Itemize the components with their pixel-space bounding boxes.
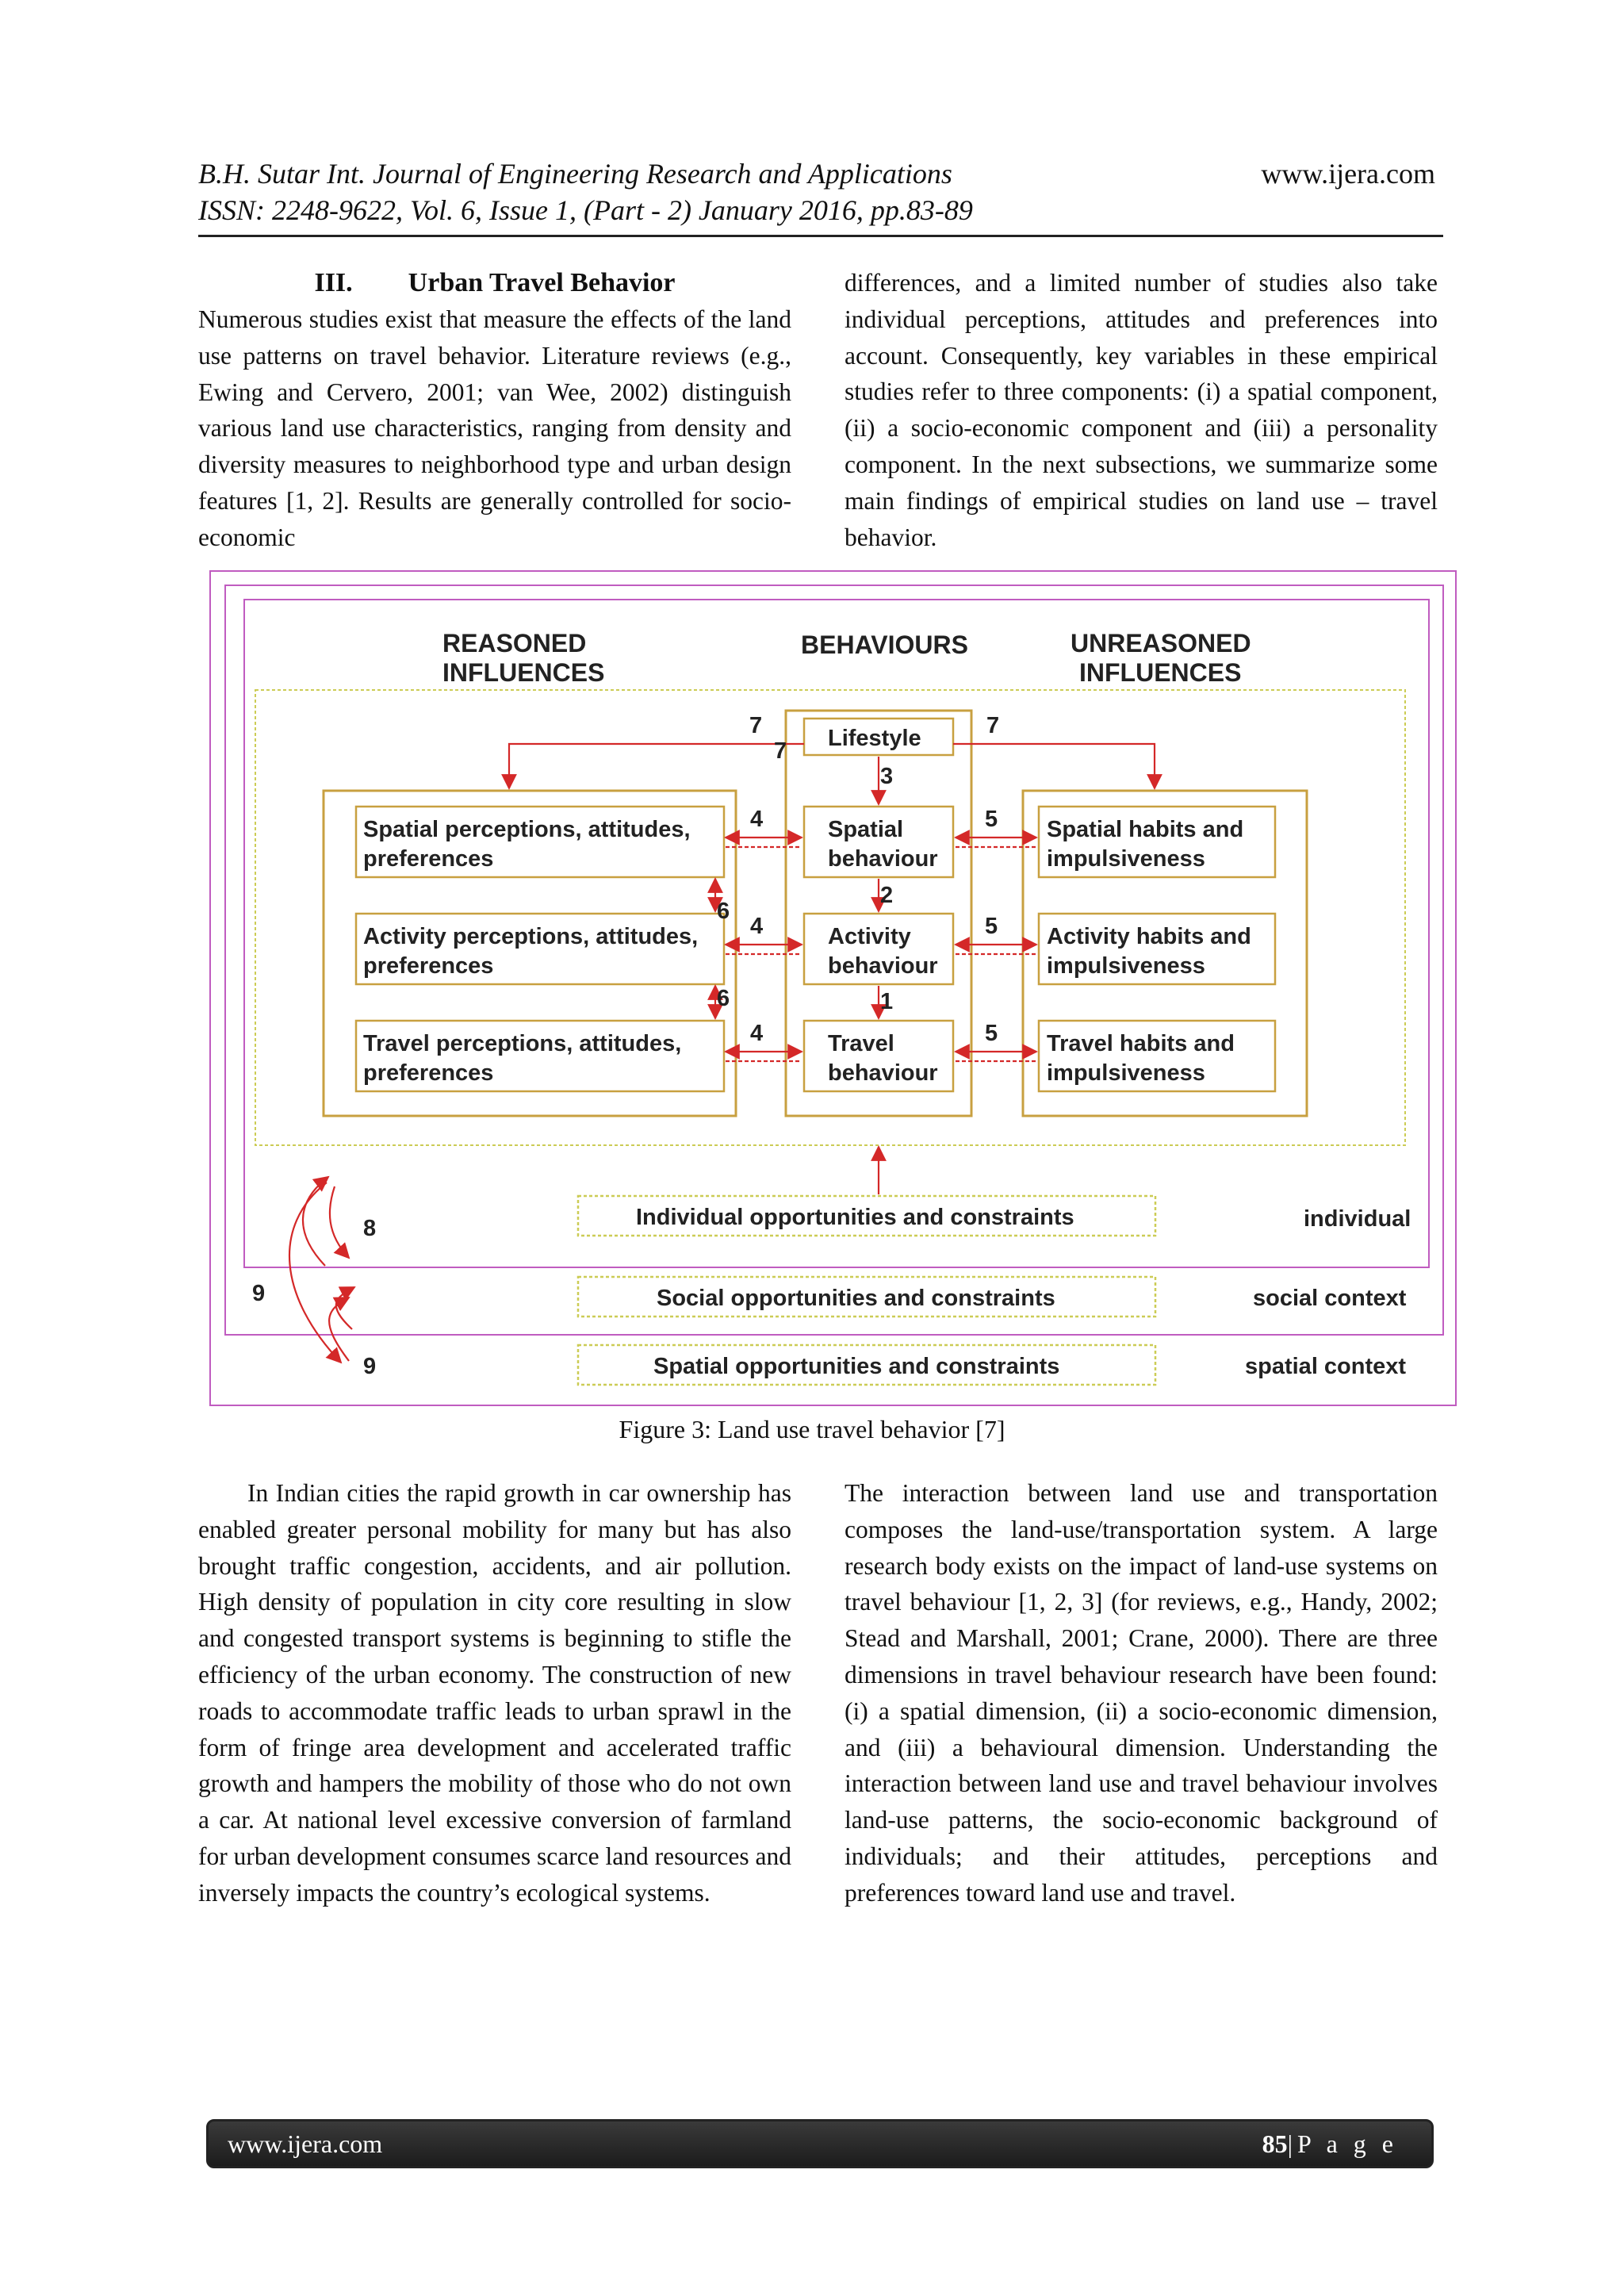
page-footer <box>206 2119 1434 2168</box>
label-5-a: 5 <box>985 807 998 832</box>
spatial-perceptions-line1: Spatial perceptions, attitudes, <box>363 817 691 842</box>
page-number-indicator <box>1262 2129 1398 2159</box>
section-paragraph-right: differences, and a limited number of studies also take individual perceptions, attitudes and preferences into account. Consequently, key variables in these empirical studies refer to three components: (i) a spatial component, (ii) a socio-economic component and (iii) a personality component. In the next subsections, we summarize some main findings of empirical studies on land use – travel behavior. <box>845 269 1438 551</box>
spatial-constraints-label: Spatial opportunities and constraints <box>653 1354 1060 1379</box>
header-divider <box>198 235 1443 237</box>
activity-habits-line2: impulsiveness <box>1047 953 1205 979</box>
level-spatial-label: spatial context <box>1245 1354 1407 1379</box>
section-column-left <box>198 265 791 556</box>
activity-habits-line1: Activity habits and <box>1047 924 1251 949</box>
activity-behaviour-line1: Activity <box>828 924 911 949</box>
section-title: Urban Travel Behavior <box>408 268 676 297</box>
label-7-c: 7 <box>986 713 1000 738</box>
arrow-7-left <box>509 744 804 788</box>
unreasoned-heading-line2: INFLUENCES <box>1079 658 1242 687</box>
label-4-a: 4 <box>750 807 764 832</box>
spatial-habits-line2: impulsiveness <box>1047 846 1205 872</box>
spatial-habits-line1: Spatial habits and <box>1047 817 1244 842</box>
label-7-b: 7 <box>774 738 787 764</box>
body-paragraph-right: The interaction between land use and transportation composes the land-use/transportation system. A large research body exists on the impact of land-use systems on travel behaviour [1, 2, 3] (for reviews, e.g., Handy, 2002; Stead and Marshall, 2001; Crane, 2000). There are three dimensions in travel behaviour research have been found: (i) a spatial dimension, (ii) a socio-economic dimension, and (iii) a behavioural dimension. Understanding the interaction between land use and travel behaviour involves land-use patterns, the socio-economic background of individuals; and their attitudes, perceptions and preferences toward land use and travel. <box>845 1479 1438 1907</box>
spatial-perceptions-line2: preferences <box>363 846 494 872</box>
section-column-right <box>845 265 1438 555</box>
section-heading <box>198 265 791 301</box>
behaviours-heading: BEHAVIOURS <box>801 631 968 659</box>
page-label: |P a g e <box>1287 2129 1398 2158</box>
label-9-b: 9 <box>363 1354 377 1379</box>
level-social-label: social context <box>1253 1286 1407 1311</box>
label-7-a: 7 <box>749 713 763 738</box>
spatial-context-frame <box>210 571 1456 1405</box>
header-website-link[interactable]: www.ijera.com <box>1261 158 1435 190</box>
unreasoned-heading-line1: UNREASONED <box>1071 629 1251 657</box>
travel-behaviour-line2: behaviour <box>828 1060 938 1086</box>
label-6-b: 6 <box>717 986 730 1011</box>
arrow-7-right <box>953 744 1155 788</box>
body-column-left <box>198 1475 791 1911</box>
lifestyle-label: Lifestyle <box>828 726 921 751</box>
body-paragraph-left: In Indian cities the rapid growth in car ownership has enabled greater personal mobility for many but has also brought traffic congestion, accidents, and air pollution. High density of population in city core resulting in slow and congested transport systems is beginning to stifle the efficiency of the urban economy. The construction of new roads to accommodate traffic leads to urban sprawl in the form of fringe area development and accelerated traffic growth and hampers the mobility of those who do not own a car. At national level excessive conversion of farmland for urban development consumes scarce land resources and inversely impacts the country’s ecological systems. <box>198 1479 791 1907</box>
label-2: 2 <box>880 883 894 908</box>
activity-perceptions-line1: Activity perceptions, attitudes, <box>363 924 699 949</box>
travel-perceptions-line1: Travel perceptions, attitudes, <box>363 1031 682 1056</box>
label-5-b: 5 <box>985 914 998 939</box>
label-8: 8 <box>363 1216 377 1241</box>
footer-website-link[interactable]: www.ijera.com <box>228 2129 383 2158</box>
arrow-8-curve <box>303 1177 328 1266</box>
social-constraints-label: Social opportunities and constraints <box>657 1286 1055 1311</box>
label-4-b: 4 <box>750 914 764 939</box>
label-1: 1 <box>880 989 894 1014</box>
spatial-behaviour-line1: Spatial <box>828 817 904 842</box>
level-individual-label: individual <box>1304 1206 1411 1232</box>
page-number: 85 <box>1262 2129 1288 2158</box>
arrow-9-mid <box>336 1287 354 1329</box>
section-number: III. <box>314 268 353 297</box>
activity-perceptions-line2: preferences <box>363 953 494 979</box>
individual-constraints-label: Individual opportunities and constraints <box>636 1205 1074 1230</box>
figure-land-use-travel-behavior <box>208 568 1459 1409</box>
label-9-a: 9 <box>252 1281 266 1306</box>
label-3: 3 <box>880 764 894 789</box>
travel-behaviour-line1: Travel <box>828 1031 894 1056</box>
activity-behaviour-line2: behaviour <box>828 953 938 979</box>
reasoned-heading-line2: INFLUENCES <box>442 658 605 687</box>
issn-line: ISSN: 2248-9622, Vol. 6, Issue 1, (Part - 2) January 2016, pp.83-89 <box>198 194 973 226</box>
label-4-c: 4 <box>750 1021 764 1046</box>
body-column-right <box>845 1475 1438 1911</box>
reasoned-heading-line1: REASONED <box>442 629 587 657</box>
figure-caption: Figure 3: Land use travel behavior [7] <box>619 1415 1005 1443</box>
page-header <box>198 155 1435 228</box>
travel-habits-line2: impulsiveness <box>1047 1060 1205 1086</box>
label-5-c: 5 <box>985 1021 998 1046</box>
journal-citation: B.H. Sutar Int. Journal of Engineering Research and Applications <box>198 158 952 190</box>
section-paragraph-left: Numerous studies exist that measure the effects of the land use patterns on travel behavior. Literature reviews (e.g., Ewing and Cervero, 2001; van Wee, 2002) distinguish various land use characteristics, ranging from density and diversity measures to neighborhood type and urban design features [1, 2]. Results are generally controlled for socio-economic <box>198 305 791 551</box>
arrow-8-curve-b <box>330 1186 349 1258</box>
travel-habits-line1: Travel habits and <box>1047 1031 1235 1056</box>
travel-perceptions-line2: preferences <box>363 1060 494 1086</box>
label-6-a: 6 <box>717 899 730 924</box>
arrow-9-lower <box>329 1297 349 1361</box>
spatial-behaviour-line2: behaviour <box>828 846 938 872</box>
